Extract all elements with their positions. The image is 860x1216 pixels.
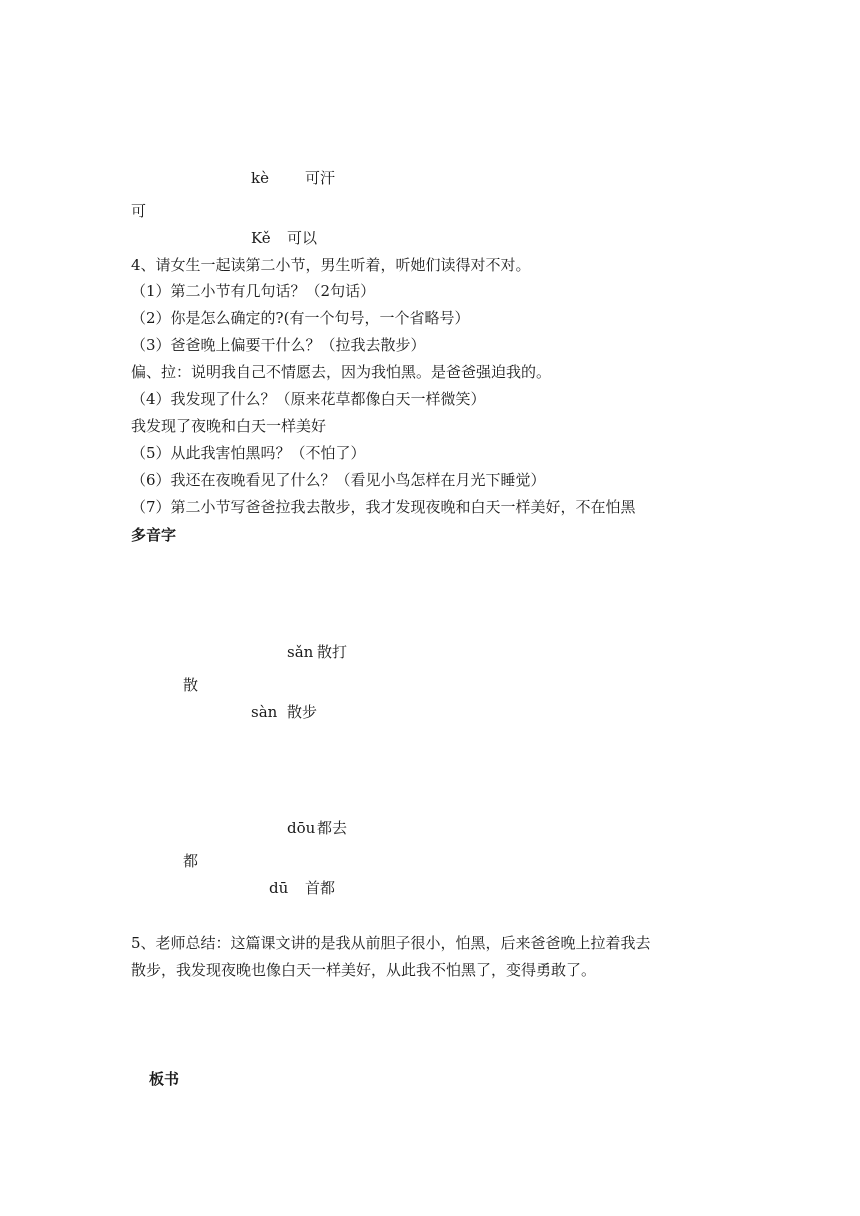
- word-shoudu: 首都: [305, 879, 336, 897]
- summary-line-1: 5、老师总结：这篇课文讲的是我从前胆子很小，怕黑，后来爸爸晚上拉着我去: [131, 934, 651, 952]
- line-question-3: （3）爸爸晚上偏要干什么？（拉我去散步）: [131, 336, 426, 354]
- pinyin-san4: sàn: [251, 703, 278, 721]
- line-step-4: 4、请女生一起读第二小节，男生听着，听她们读得对不对。: [131, 256, 531, 274]
- line-note-discovery: 我发现了夜晚和白天一样美好: [131, 417, 327, 435]
- polyphone-char-dou: 都: [183, 852, 199, 870]
- word-douqu: 都去: [317, 819, 348, 837]
- word-kehan: 可汗: [305, 169, 336, 187]
- word-keyi: 可以: [287, 229, 318, 247]
- line-question-5: （5）从此我害怕黑吗？（不怕了）: [131, 444, 366, 462]
- pinyin-dou1: dōu: [287, 819, 316, 837]
- polyphone-char-san: 散: [183, 676, 199, 694]
- word-sanbu: 散步: [287, 703, 318, 721]
- pinyin-du1: dū: [269, 879, 289, 897]
- heading-banshu: 板书: [149, 1070, 180, 1088]
- line-question-4: （4）我发现了什么？（原来花草都像白天一样微笑）: [131, 390, 486, 408]
- pinyin-san3: sǎn: [287, 643, 314, 661]
- line-note-pian-la: 偏、拉：说明我自己不情愿去，因为我怕黑。是爸爸强迫我的。: [131, 363, 552, 381]
- pinyin-ke3: Kě: [251, 229, 271, 247]
- line-question-2: （2）你是怎么确定的?(有一个句号，一个省略号）: [131, 309, 470, 327]
- pinyin-ke4: kè: [251, 169, 269, 187]
- heading-duoyinzi: 多音字: [131, 526, 177, 544]
- summary-line-2: 散步，我发现夜晚也像白天一样美好，从此我不怕黑了，变得勇敢了。: [131, 961, 597, 979]
- word-sanda: 散打: [317, 643, 348, 661]
- line-question-6: （6）我还在夜晚看见了什么？（看见小鸟怎样在月光下睡觉）: [131, 471, 546, 489]
- polyphone-char-ke: 可: [131, 202, 147, 220]
- line-question-1: （1）第二小节有几句话？（2句话）: [131, 282, 376, 300]
- line-question-7: （7）第二小节写爸爸拉我去散步，我才发现夜晚和白天一样美好，不在怕黑: [131, 498, 636, 516]
